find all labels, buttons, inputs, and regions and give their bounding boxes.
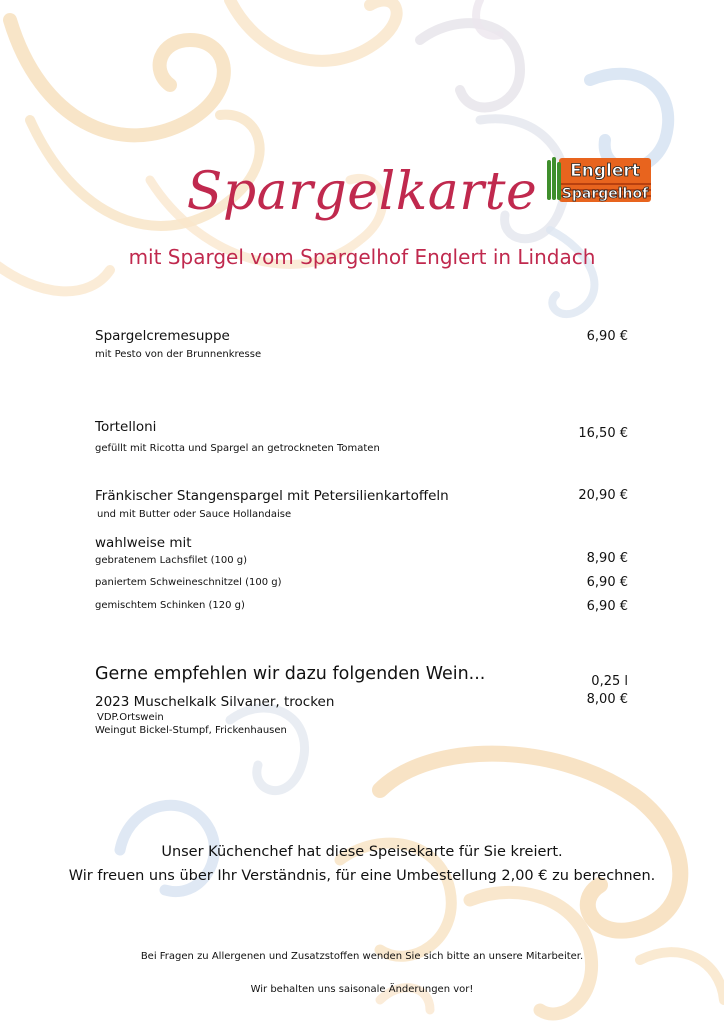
wine-heading: Gerne empfehlen wir dazu folgenden Wein...	[95, 664, 486, 684]
ornament-swirl	[420, 23, 520, 107]
option-price: 8,90 €	[586, 551, 628, 566]
menu-item-name: Tortelloni	[95, 419, 157, 435]
menu-item-desc: gefüllt mit Ricotta und Spargel an getrockneten Tomaten	[95, 443, 380, 454]
ornament-swirl	[230, 708, 305, 791]
svg-text:Englert: Englert	[570, 161, 640, 181]
footer-line: Wir freuen uns über Ihr Verständnis, für eine Umbestellung 2,00 € zu berechnen.	[68, 868, 656, 884]
ornament-swirl	[10, 20, 224, 135]
menu-item-desc: mit Pesto von der Brunnenkresse	[95, 349, 262, 360]
svg-text:Spargelhof: Spargelhof	[561, 186, 649, 202]
wine-detail: Weingut Bickel-Stumpf, Frickenhausen	[95, 725, 287, 736]
ornament-swirl	[380, 754, 680, 931]
menu-item-price: 6,90 €	[586, 329, 628, 344]
menu-item-price: 16,50 €	[578, 426, 628, 441]
page-title: Spargelkarte	[186, 162, 538, 222]
option-name: gebratenem Lachsfilet (100 g)	[95, 555, 248, 566]
ornament-swirl	[550, 230, 594, 314]
allergen-note: Bei Fragen zu Allergenen und Zusatzstoffen wenden Sie sich bitte an unsere Mitarbeiter.	[140, 951, 584, 962]
wine-volume: 0,25 l	[591, 674, 628, 689]
menu-item-desc: und mit Butter oder Sauce Hollandaise	[97, 509, 292, 520]
menu-item-name: Fränkischer Stangenspargel mit Petersilienkartoffeln	[95, 488, 449, 504]
ornament-swirl	[230, 0, 397, 61]
ornament-swirl	[340, 843, 451, 956]
wine-name: 2023 Muschelkalk Silvaner, trocken	[95, 694, 335, 710]
option-name: paniertem Schweineschnitzel (100 g)	[95, 577, 282, 588]
change-note: Wir behalten uns saisonale Änderungen vor!	[250, 984, 474, 995]
option-price: 6,90 €	[586, 575, 628, 590]
option-name: gemischtem Schinken (120 g)	[95, 600, 245, 611]
options-title: wahlweise mit	[95, 535, 192, 551]
page-subtitle: mit Spargel vom Spargelhof Englert in Lindach	[128, 245, 596, 269]
menu-item-name: Spargelcremesuppe	[95, 328, 230, 344]
menu-item-price: 20,90 €	[578, 488, 628, 503]
wine-detail: VDP.Ortswein	[97, 712, 164, 723]
option-price: 6,90 €	[586, 599, 628, 614]
footer-line: Unser Küchenchef hat diese Speisekarte für Sie kreiert.	[161, 844, 563, 860]
wine-price: 8,00 €	[586, 692, 628, 707]
